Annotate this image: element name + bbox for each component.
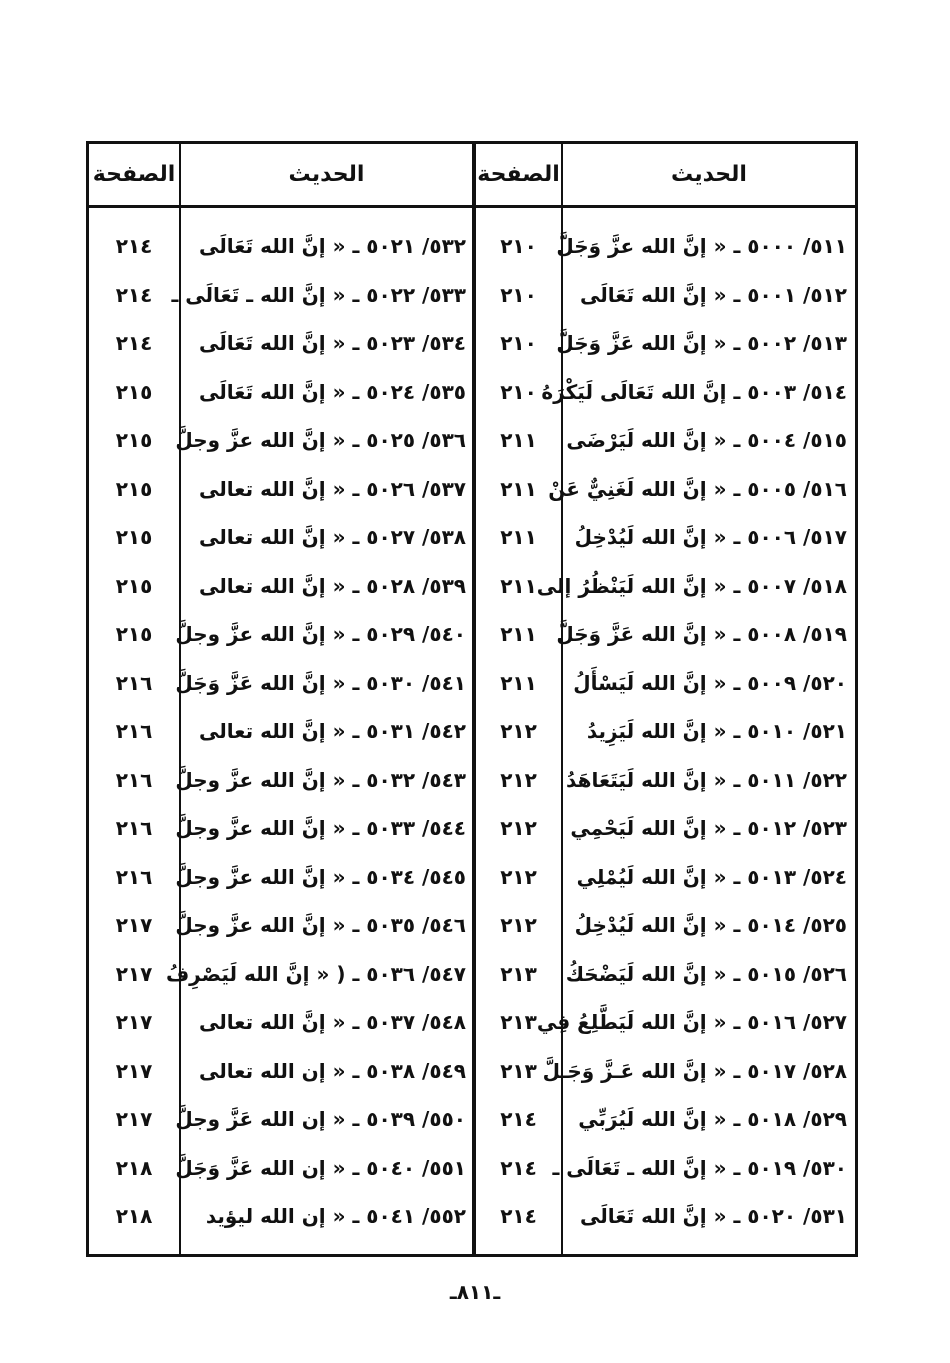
page-ref-right: ٢١٤ — [500, 1204, 537, 1228]
table-row — [89, 756, 855, 804]
hadith-entry-right: ٥٢٣/ ٥٠١٢ ـ « إنَّ الله لَيَحْمِي — [570, 816, 847, 840]
hadith-entry-right: ٥٢٤/ ٥٠١٣ ـ « إنَّ الله لَيُمْلِي — [576, 864, 847, 889]
table-row — [89, 222, 855, 270]
table-row — [89, 368, 855, 416]
hadith-entry-left: ٥٣٧/ ٥٠٢٦ ـ « إنَّ الله تعالى — [199, 476, 466, 501]
hadith-entry-left: ٥٥٢/ ٥٠٤١ ـ « إن الله ليؤيد — [205, 1204, 466, 1228]
page-ref-left: ٢١٦ — [115, 767, 153, 792]
table-row — [89, 562, 855, 610]
table-row — [89, 659, 855, 707]
table-row — [89, 1047, 855, 1095]
page-ref-right: ٢١١ — [500, 573, 537, 598]
hadith-entry-left: ٥٤٦/ ٥٠٣٥ ـ « إنَّ الله عزَّ وجلَّ — [175, 913, 466, 937]
table-row — [89, 901, 855, 949]
page-ref-right: ٢١٢ — [500, 719, 537, 743]
page-ref-left: ٢١٦ — [115, 670, 153, 695]
hadith-entry-right: ٥١١/ ٥٠٠٠ ـ « إنَّ الله عزَّ وَجَلَّ — [556, 234, 847, 258]
page-ref-right: ٢١١ — [500, 428, 537, 452]
page-ref-right: ٢١٢ — [500, 864, 537, 889]
hadith-entry-right: ٥١٣/ ٥٠٠٢ ـ « إنَّ الله عَزَّ وَجَلَّ — [556, 331, 847, 355]
header-page-left: الصفحة — [92, 162, 176, 187]
table-row — [89, 610, 855, 658]
hadith-entry-right: ٥٢٦/ ٥٠١٥ ـ « إنَّ الله لَيَضْحَكُ — [565, 961, 847, 986]
page-ref-right: ٢١٢ — [500, 816, 537, 840]
page-ref-right: ٢١٤ — [500, 1155, 537, 1180]
table-row — [89, 416, 855, 464]
table-row — [89, 707, 855, 755]
hadith-entry-right: ٥١٩/ ٥٠٠٨ ـ « إنَّ الله عَزَّ وَجَلَّ — [556, 622, 847, 646]
page-ref-right: ٢١٢ — [500, 913, 537, 937]
page-ref-right: ٢١٣ — [500, 1010, 537, 1034]
page-ref-right: ٢١٠ — [500, 234, 537, 258]
hadith-entry-right: ٥٢٥/ ٥٠١٤ ـ « إنَّ الله لَيُدْخِلُ — [574, 913, 847, 937]
hadith-entry-left: ٥٤٣/ ٥٠٣٢ ـ « إنَّ الله عزَّ وجلَّ — [175, 767, 466, 792]
page-ref-right: ٢١٠ — [500, 379, 537, 404]
table-row — [89, 1192, 855, 1240]
table-row — [89, 465, 855, 513]
hadith-entry-right: ٥٢٨/ ٥٠١٧ ـ « إنَّ الله عَـزَّ وَجَـلَّ — [542, 1058, 847, 1083]
table-header — [89, 144, 855, 208]
hadith-entry-right: ٥٢٩/ ٥٠١٨ ـ « إنَّ الله لَيُرَبِّي — [578, 1107, 847, 1131]
page-ref-right: ٢١١ — [500, 525, 537, 549]
hadith-entry-left: ٥٣٦/ ٥٠٢٥ ـ « إنَّ الله عزَّ وجلَّ — [175, 428, 466, 452]
hadith-entry-right: ٥٢٧/ ٥٠١٦ ـ « إنَّ الله لَيَطَّلِعُ فِي — [536, 1010, 847, 1034]
page-ref-right: ٢١١ — [500, 476, 537, 501]
hadith-entry-left: ٥٤٠/ ٥٠٢٩ ـ « إنَّ الله عزَّ وجلَّ — [175, 622, 466, 646]
hadith-entry-right: ٥٢١/ ٥٠١٠ ـ « إنَّ الله لَيَزِيدُ — [586, 719, 847, 743]
page-ref-left: ٢١٥ — [115, 428, 153, 452]
page-ref-left: ٢١٤ — [115, 234, 153, 258]
page-ref-left: ٢١٧ — [115, 1058, 153, 1083]
hadith-entry-left: ٥٥٠/ ٥٠٣٩ ـ « إن الله عَزَّ وجلَّ — [175, 1107, 466, 1131]
page-ref-left: ٢١٧ — [115, 913, 153, 937]
page-ref-left: ٢١٥ — [115, 525, 153, 549]
page-ref-right: ٢١٣ — [500, 1058, 537, 1083]
hadith-entry-left: ٥٥١/ ٥٠٤٠ ـ « إن الله عَزَّ وَجَلَّ — [175, 1155, 466, 1180]
page-ref-left: ٢١٤ — [115, 282, 153, 307]
hadith-entry-left: ٥٤١/ ٥٠٣٠ ـ « إنَّ الله عَزَّ وَجَلَّ — [175, 670, 466, 695]
table-row — [89, 319, 855, 367]
page-ref-left: ٢١٦ — [115, 864, 153, 889]
table-row — [89, 998, 855, 1046]
table-row — [89, 271, 855, 319]
hadith-entry-right: ٥١٧/ ٥٠٠٦ ـ « إنَّ الله لَيُدْخِلُ — [574, 525, 847, 549]
page-ref-left: ٢١٧ — [115, 1107, 153, 1131]
table-row — [89, 950, 855, 998]
page-number: ـ٨١١ـ — [449, 1280, 501, 1304]
page-ref-left: ٢١٥ — [115, 622, 153, 646]
hadith-entry-left: ٥٣٩/ ٥٠٢٨ ـ « إنَّ الله تعالى — [199, 573, 466, 598]
hadith-index-table — [86, 141, 858, 1257]
page-ref-left: ٢١٧ — [115, 961, 153, 986]
hadith-entry-right: ٥٣٠/ ٥٠١٩ ـ « إنَّ الله ـ تَعَالَى ـ — [552, 1155, 847, 1180]
hadith-entry-left: ٥٤٩/ ٥٠٣٨ ـ « إن الله تعالى — [199, 1058, 466, 1083]
page-ref-left: ٢١٥ — [115, 476, 153, 501]
page-ref-right: ٢١٣ — [500, 961, 537, 986]
hadith-entry-left: ٥٣٢/ ٥٠٢١ ـ « إنَّ الله تَعَالَى — [199, 234, 466, 258]
page-ref-left: ٢١٥ — [115, 379, 153, 404]
hadith-entry-right: ٥١٥/ ٥٠٠٤ ـ « إنَّ الله لَيَرْضَى — [566, 428, 847, 452]
hadith-entry-right: ٥٢٠/ ٥٠٠٩ ـ « إنَّ الله لَيَسْأَلُ — [573, 670, 847, 695]
table-row — [89, 513, 855, 561]
page-ref-left: ٢١٥ — [115, 573, 153, 598]
page-ref-left: ٢١٦ — [115, 719, 153, 743]
hadith-entry-right: ٥١٦/ ٥٠٠٥ ـ « إنَّ الله لَغَنِيٌّ عَنْ — [548, 476, 847, 501]
hadith-entry-left: ٥٤٥/ ٥٠٣٤ ـ « إنَّ الله عزَّ وجلَّ — [175, 864, 466, 889]
page-ref-right: ٢١١ — [500, 622, 537, 646]
page-ref-left: ٢١٤ — [115, 331, 153, 355]
hadith-entry-left: ٥٤٨/ ٥٠٣٧ ـ « إنَّ الله تعالى — [199, 1010, 466, 1034]
hadith-entry-left: ٥٤٢/ ٥٠٣١ ـ « إنَّ الله تعالى — [199, 719, 466, 743]
page-ref-right: ٢١٠ — [500, 282, 537, 307]
page-ref-right: ٢١٢ — [500, 767, 537, 792]
page-ref-left: ٢١٨ — [115, 1204, 153, 1228]
table-row — [89, 853, 855, 901]
page-ref-left: ٢١٨ — [115, 1155, 153, 1180]
page-ref-left: ٢١٧ — [115, 1010, 153, 1034]
hadith-entry-right: ٥١٨/ ٥٠٠٧ ـ « إنَّ الله لَيَنْظُرُ إلى — [536, 573, 847, 598]
hadith-entry-right: ٥١٢/ ٥٠٠١ ـ « إنَّ الله تَعَالَى — [580, 282, 847, 307]
hadith-entry-left: ٥٤٤/ ٥٠٣٣ ـ « إنَّ الله عزَّ وجلَّ — [175, 816, 466, 840]
table-row — [89, 1144, 855, 1192]
page-ref-left: ٢١٦ — [115, 816, 153, 840]
hadith-entry-right: ٥١٤/ ٥٠٠٣ ـ إنَّ الله تَعَالَى لَيَكْرَهُ — [541, 379, 847, 404]
page-ref-right: ٢١٠ — [500, 331, 537, 355]
header-page-right: الصفحة — [477, 162, 560, 187]
hadith-entry-left: ٥٤٧/ ٥٠٣٦ ـ ( « إنَّ الله لَيَصْرِفُ — [165, 961, 466, 986]
page-ref-right: ٢١١ — [500, 670, 537, 695]
hadith-entry-left: ٥٣٥/ ٥٠٢٤ ـ « إنَّ الله تَعَالَى — [199, 379, 466, 404]
hadith-entry-right: ٥٢٢/ ٥٠١١ ـ « إنَّ الله لَيَتَعَاهَدُ — [566, 767, 847, 792]
table-row — [89, 804, 855, 852]
hadith-entry-left: ٥٣٤/ ٥٠٢٣ ـ « إنَّ الله تَعَالَى — [199, 331, 466, 355]
hadith-entry-left: ٥٣٨/ ٥٠٢٧ ـ « إنَّ الله تعالى — [199, 525, 466, 549]
hadith-entry-left: ٥٣٣/ ٥٠٢٢ ـ « إنَّ الله ـ تَعَالَى ـ — [171, 282, 466, 307]
page-ref-right: ٢١٤ — [500, 1107, 537, 1131]
hadith-entry-right: ٥٣١/ ٥٠٢٠ ـ « إنَّ الله تَعَالَى — [580, 1204, 847, 1228]
header-hadith-left: الحديث — [288, 162, 365, 187]
header-hadith-right: الحديث — [671, 162, 747, 187]
table-row — [89, 1095, 855, 1143]
